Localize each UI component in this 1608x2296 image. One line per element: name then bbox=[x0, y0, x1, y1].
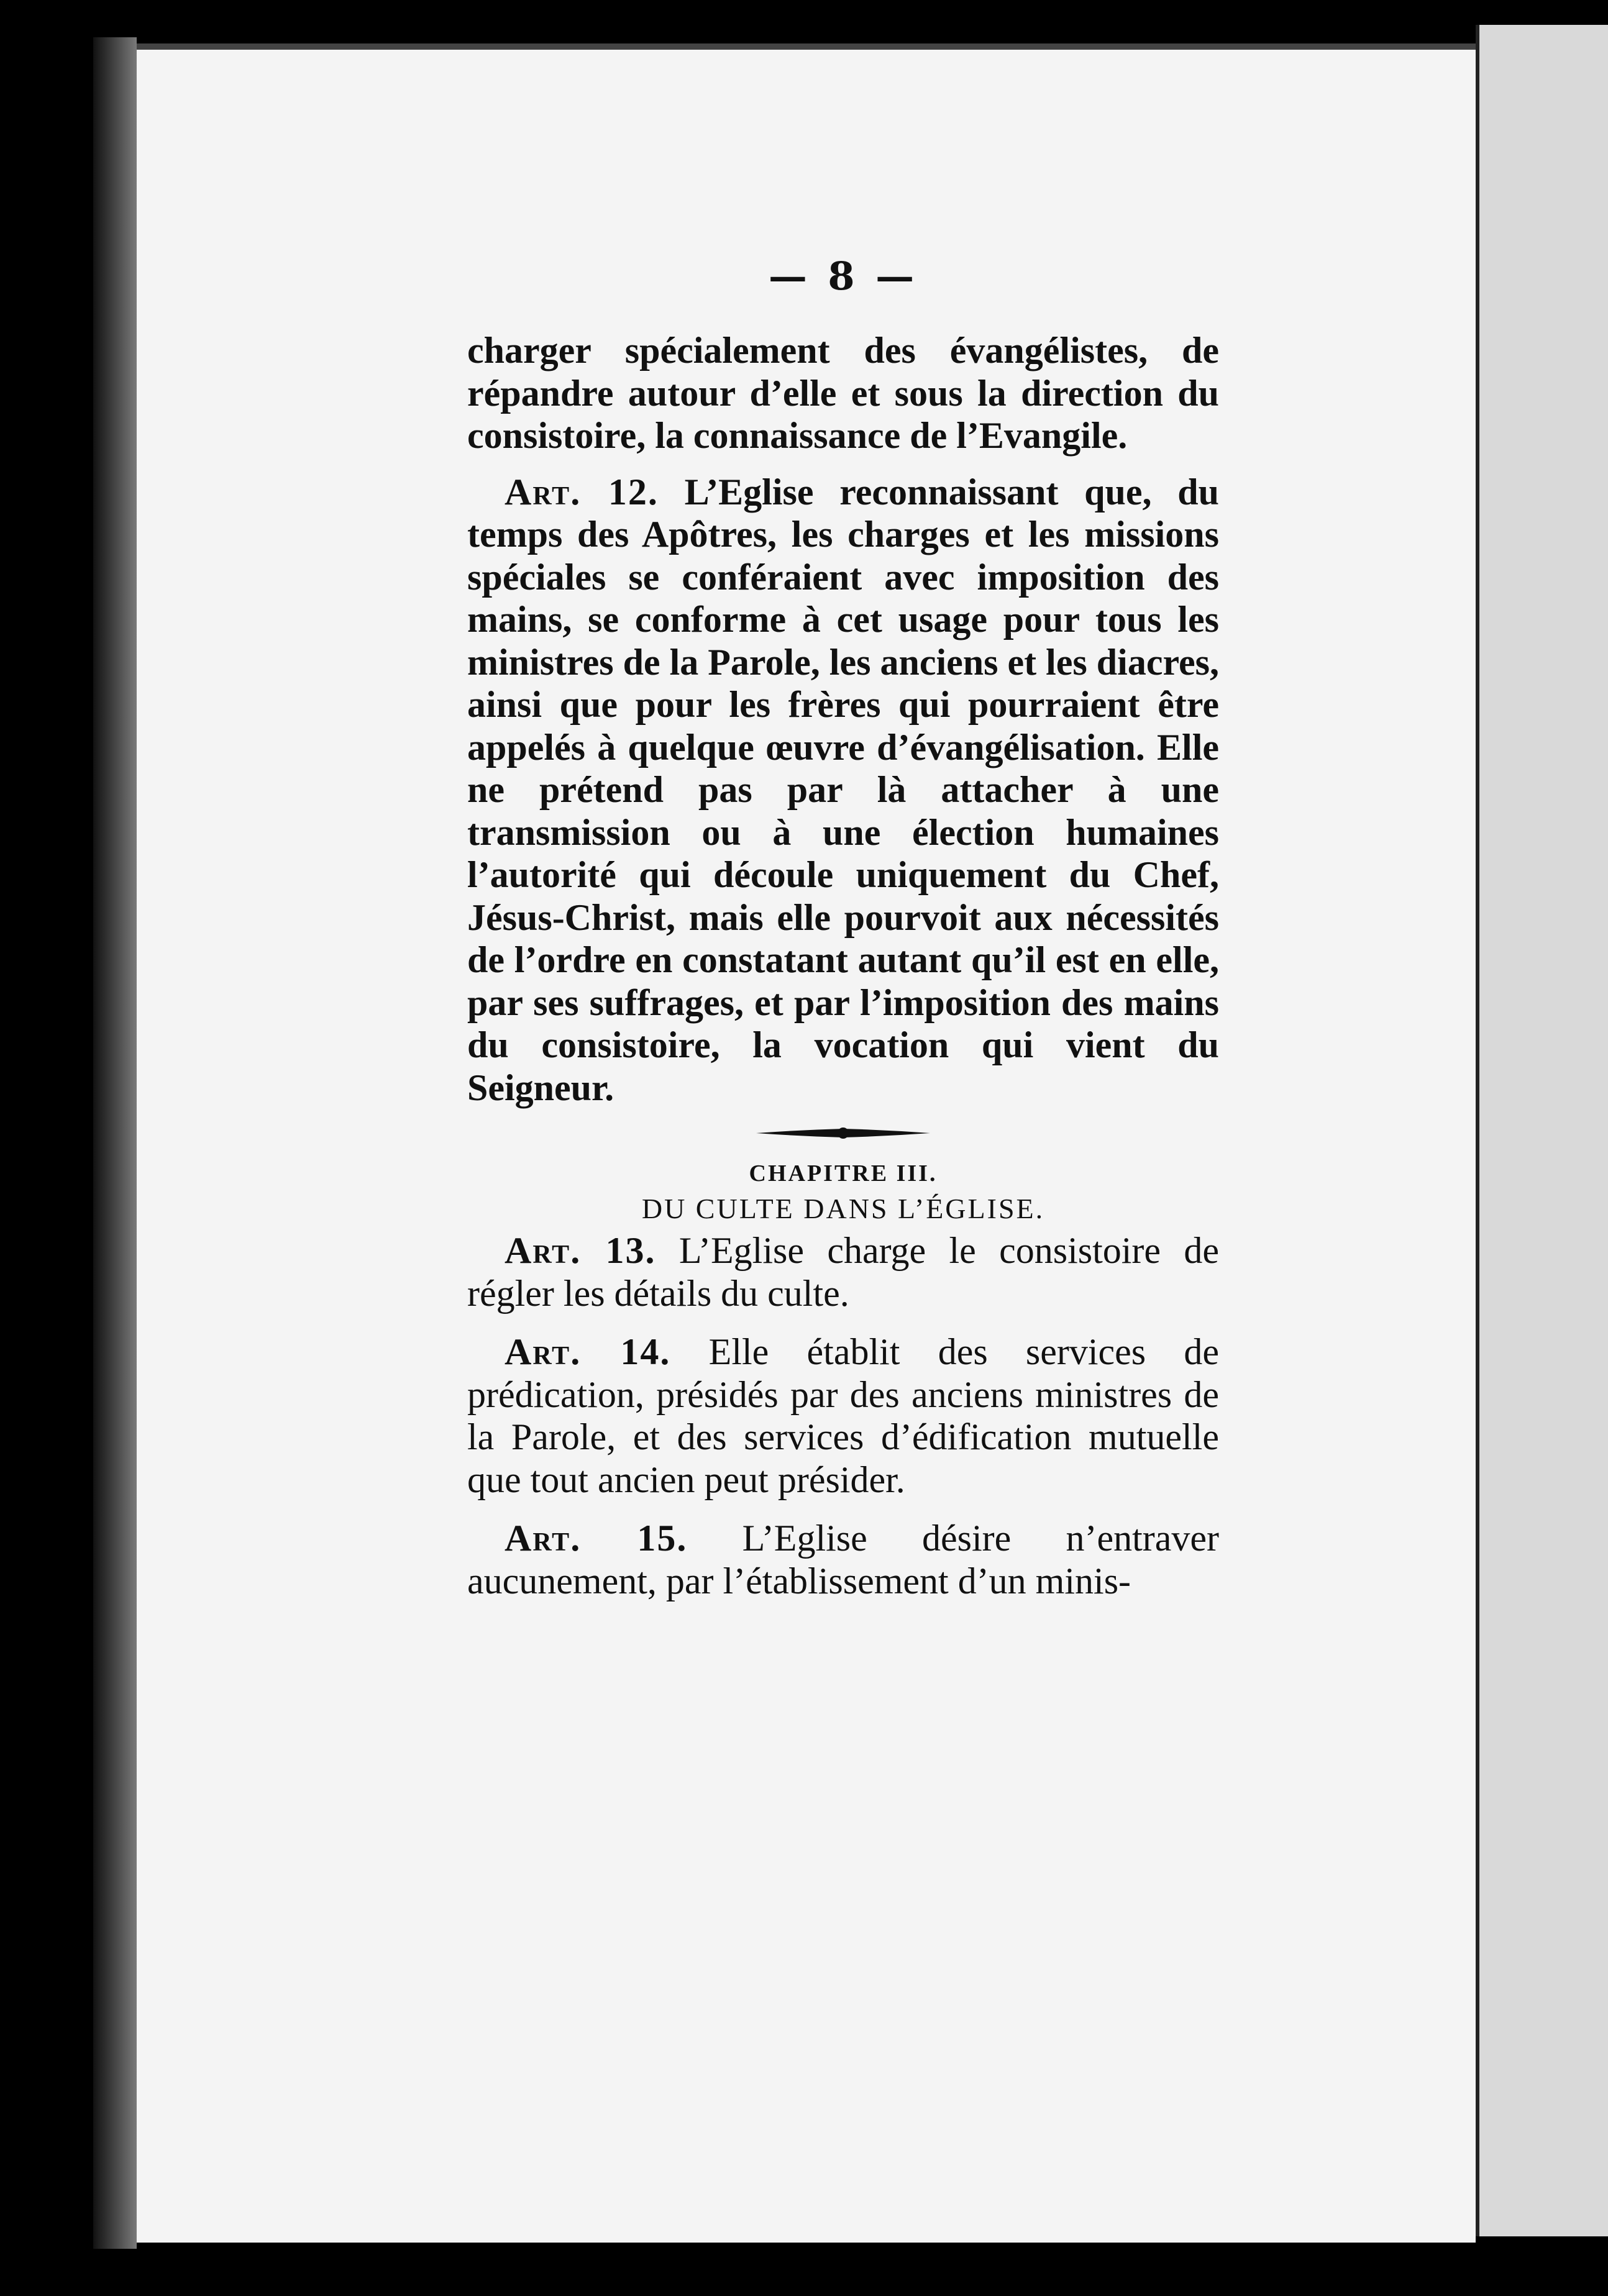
article-text: L’Eglise désire n’entraver aucunement, par l’établissement d’un minis- bbox=[467, 1518, 1219, 1601]
article-text: L’Eglise reconnaissant que, du temps des Apôtres, les charges et les missions spéciales se conféraient avec imposition des mains, se conforme à cet usage pour tous les ministres de la Parole, les anciens et les diacres, ainsi que pour les frères qui pourraient être appelés à quelque œuvre d’évangélisation. Elle ne prétend pas par là attacher à une transmission ou à une élection humaines l’autorité qui découle uniquement du Chef, Jésus-Christ, mais elle pourvoit aux nécessités de l’ordre en constatant autant qu’il est en elle, par ses suffrages, et par l’imposition des mains du consistoire, la vocation qui vient du Seigneur. bbox=[467, 471, 1219, 1108]
article-label: Art. 12. bbox=[505, 471, 659, 512]
article-label: Art. 14. bbox=[505, 1331, 671, 1372]
article-13 bbox=[467, 1229, 1219, 1314]
article-15 bbox=[467, 1517, 1219, 1602]
paragraph-text: charger spécialement des évangélistes, de répandre autour d’elle et sous la direction du consistoire, la connaissance de l’Evangile. bbox=[467, 330, 1219, 456]
page-number: — 8 — bbox=[768, 253, 918, 299]
article-text: L’Eglise charge le consistoire de régler les détails du culte. bbox=[467, 1230, 1220, 1314]
divider-ornament-icon bbox=[750, 1124, 936, 1142]
chapter-title: DU CULTE DANS L’ÉGLISE. bbox=[641, 1193, 1045, 1224]
paragraph-continuation bbox=[467, 329, 1219, 457]
chapter-number: CHAPITRE III. bbox=[749, 1160, 938, 1187]
article-label: Art. 15. bbox=[505, 1518, 688, 1559]
adjacent-page-edge bbox=[1476, 25, 1608, 2236]
section-divider-ornament bbox=[750, 1124, 936, 1142]
article-12 bbox=[467, 471, 1219, 1109]
page-binding-shadow bbox=[93, 37, 137, 2249]
article-14 bbox=[467, 1331, 1219, 1501]
page-body bbox=[467, 329, 1219, 1602]
article-text: Elle établit des services de prédication, présidés par des anciens ministres de la Parole, et des services d’édification mutuelle que tout ancien peut présider. bbox=[467, 1331, 1220, 1500]
article-label: Art. 13. bbox=[505, 1230, 656, 1271]
